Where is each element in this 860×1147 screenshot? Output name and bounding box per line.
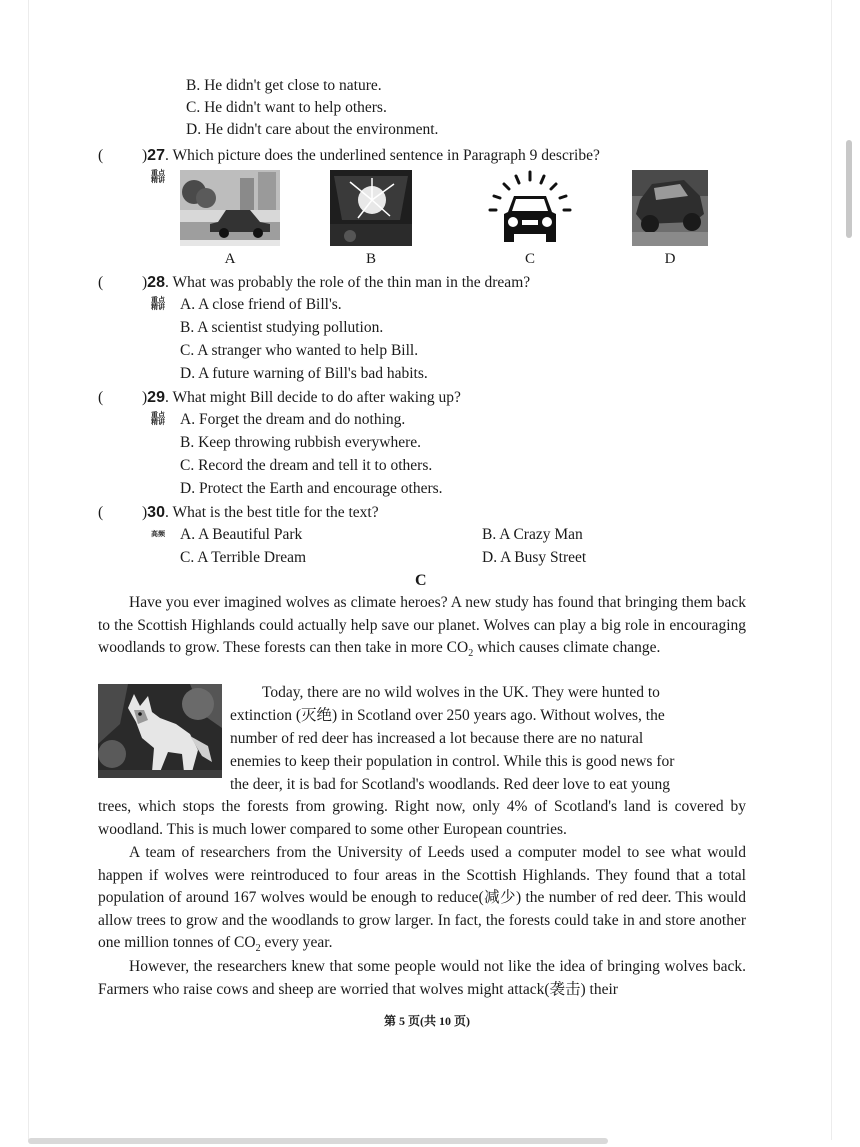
passage-paragraph-2-line-2: extinction (灭绝) in Scotland over 250 years ago. Without wolves, the (230, 707, 665, 724)
q30-answer-paren[interactable]: ( (98, 504, 104, 521)
vertical-scrollbar[interactable] (830, 0, 860, 1147)
picture-c-car-alarm (482, 168, 578, 248)
section-c-heading: C (415, 572, 427, 589)
q28-option-b: B. A scientist studying pollution. (180, 319, 384, 336)
q29-option-b: B. Keep throwing rubbish everywhere. (180, 434, 422, 451)
q27-number: 27 (147, 147, 165, 164)
q27-stem-line: )27. Which picture does the underlined sentence in Paragraph 9 describe? (142, 147, 600, 164)
q29-number: 29 (147, 389, 165, 406)
passage-paragraph-4: However, the researchers knew that some people would not like the idea of bringing wolves back. Farmers who raise cows and sheep are worried that wolves might attack(袭击) their (98, 958, 746, 998)
q27-answer-paren[interactable]: ( (98, 147, 104, 164)
q28-option-c: C. A stranger who wanted to help Bill. (180, 342, 419, 359)
q28-number: 28 (147, 274, 165, 291)
q26-option-b: B. He didn't get close to nature. (186, 77, 382, 94)
q30-option-a: A. A Beautiful Park (180, 526, 303, 543)
q30-number: 30 (147, 504, 165, 521)
q29-tag: 重点精讲 (151, 411, 165, 426)
q29-stem-line: )29. What might Bill decide to do after waking up? (142, 389, 461, 406)
passage-paragraph-3: A team of researchers from the University of Leeds used a computer model to see what would happen if wolves were reintroduced to four areas in the Scottish Highlands. They found that a total population of around 167 wolves would be enough to reduce(减少) the number of red deer. This would allow trees to grow and the woodlands to grow larger. In fact, the forests could take in and store another one million tonnes of $CO_2$ every year. (98, 844, 746, 955)
passage-paragraph-2-line-5: the deer, it is bad for Scotland's woodlands. Red deer love to eat young (230, 776, 670, 793)
q30-option-d: D. A Busy Street (482, 549, 587, 566)
q30-tag: 高频 (151, 530, 165, 538)
q30-option-b: B. A Crazy Man (482, 526, 583, 543)
page-footer: 第 5 页(共 10 页) (384, 1014, 470, 1028)
q27-stem: Which picture does the underlined sentence in Paragraph 9 describe? (172, 147, 600, 164)
picture-label-b: B (365, 251, 376, 267)
q28-option-d: D. A future warning of Bill's bad habits. (180, 365, 428, 382)
q29-answer-paren[interactable]: ( (98, 389, 104, 406)
q30-option-c: C. A Terrible Dream (180, 549, 307, 566)
q27-tag: 重点精讲 (151, 169, 165, 184)
wolf-illustration (98, 684, 222, 778)
q28-stem-line: )28. What was probably the role of the thin man in the dream? (142, 274, 531, 291)
passage-paragraph-1: Have you ever imagined wolves as climate heroes? A new study has found that bringing them back to the Scottish Highlands could actually help save our planet. Wolves can play a big role in encouraging woodlands to grow. These forests can then take in more $CO_2$ which causes climate change. (98, 594, 746, 660)
passage-paragraph-2-line-1: Today, there are no wild wolves in the UK. They were hunted to (262, 684, 660, 701)
q30-stem-line: )30. What is the best title for the text? (142, 504, 379, 521)
q30-stem: What is the best title for the text? (172, 504, 379, 521)
passage-paragraph-2-line-4: enemies to keep their population in control. While this is good news for (230, 753, 675, 770)
vertical-scrollbar-thumb[interactable] (846, 140, 852, 238)
q28-tag: 重点精讲 (151, 296, 165, 311)
picture-label-d: D (664, 251, 676, 267)
passage-paragraph-2-line-3: number of red deer has increased a lot because there are no natural (230, 730, 644, 747)
picture-b-windshield-crash (330, 170, 412, 246)
q29-option-a: A. Forget the dream and do nothing. (180, 411, 406, 428)
picture-label-a: A (224, 251, 236, 267)
q26-option-d: D. He didn't care about the environment. (186, 121, 439, 138)
q29-option-d: D. Protect the Earth and encourage others. (180, 480, 443, 497)
q29-option-c: C. Record the dream and tell it to others. (180, 457, 433, 474)
q28-stem: What was probably the role of the thin man in the dream? (172, 274, 531, 291)
passage-paragraph-2-rest: trees, which stops the forests from growing. Right now, only 4% of Scotland's land is covered by woodland. This is much lower compared to some other European countries. (98, 798, 746, 838)
picture-a-car-street (180, 170, 280, 246)
horizontal-scrollbar[interactable] (28, 1138, 608, 1144)
q29-stem: What might Bill decide to do after waking up? (172, 389, 461, 406)
q26-option-c: C. He didn't want to help others. (186, 99, 387, 116)
picture-d-wrecked-car (632, 170, 708, 246)
q28-option-a: A. A close friend of Bill's. (180, 296, 342, 313)
picture-label-c: C (524, 251, 535, 267)
q28-answer-paren[interactable]: ( (98, 274, 104, 291)
